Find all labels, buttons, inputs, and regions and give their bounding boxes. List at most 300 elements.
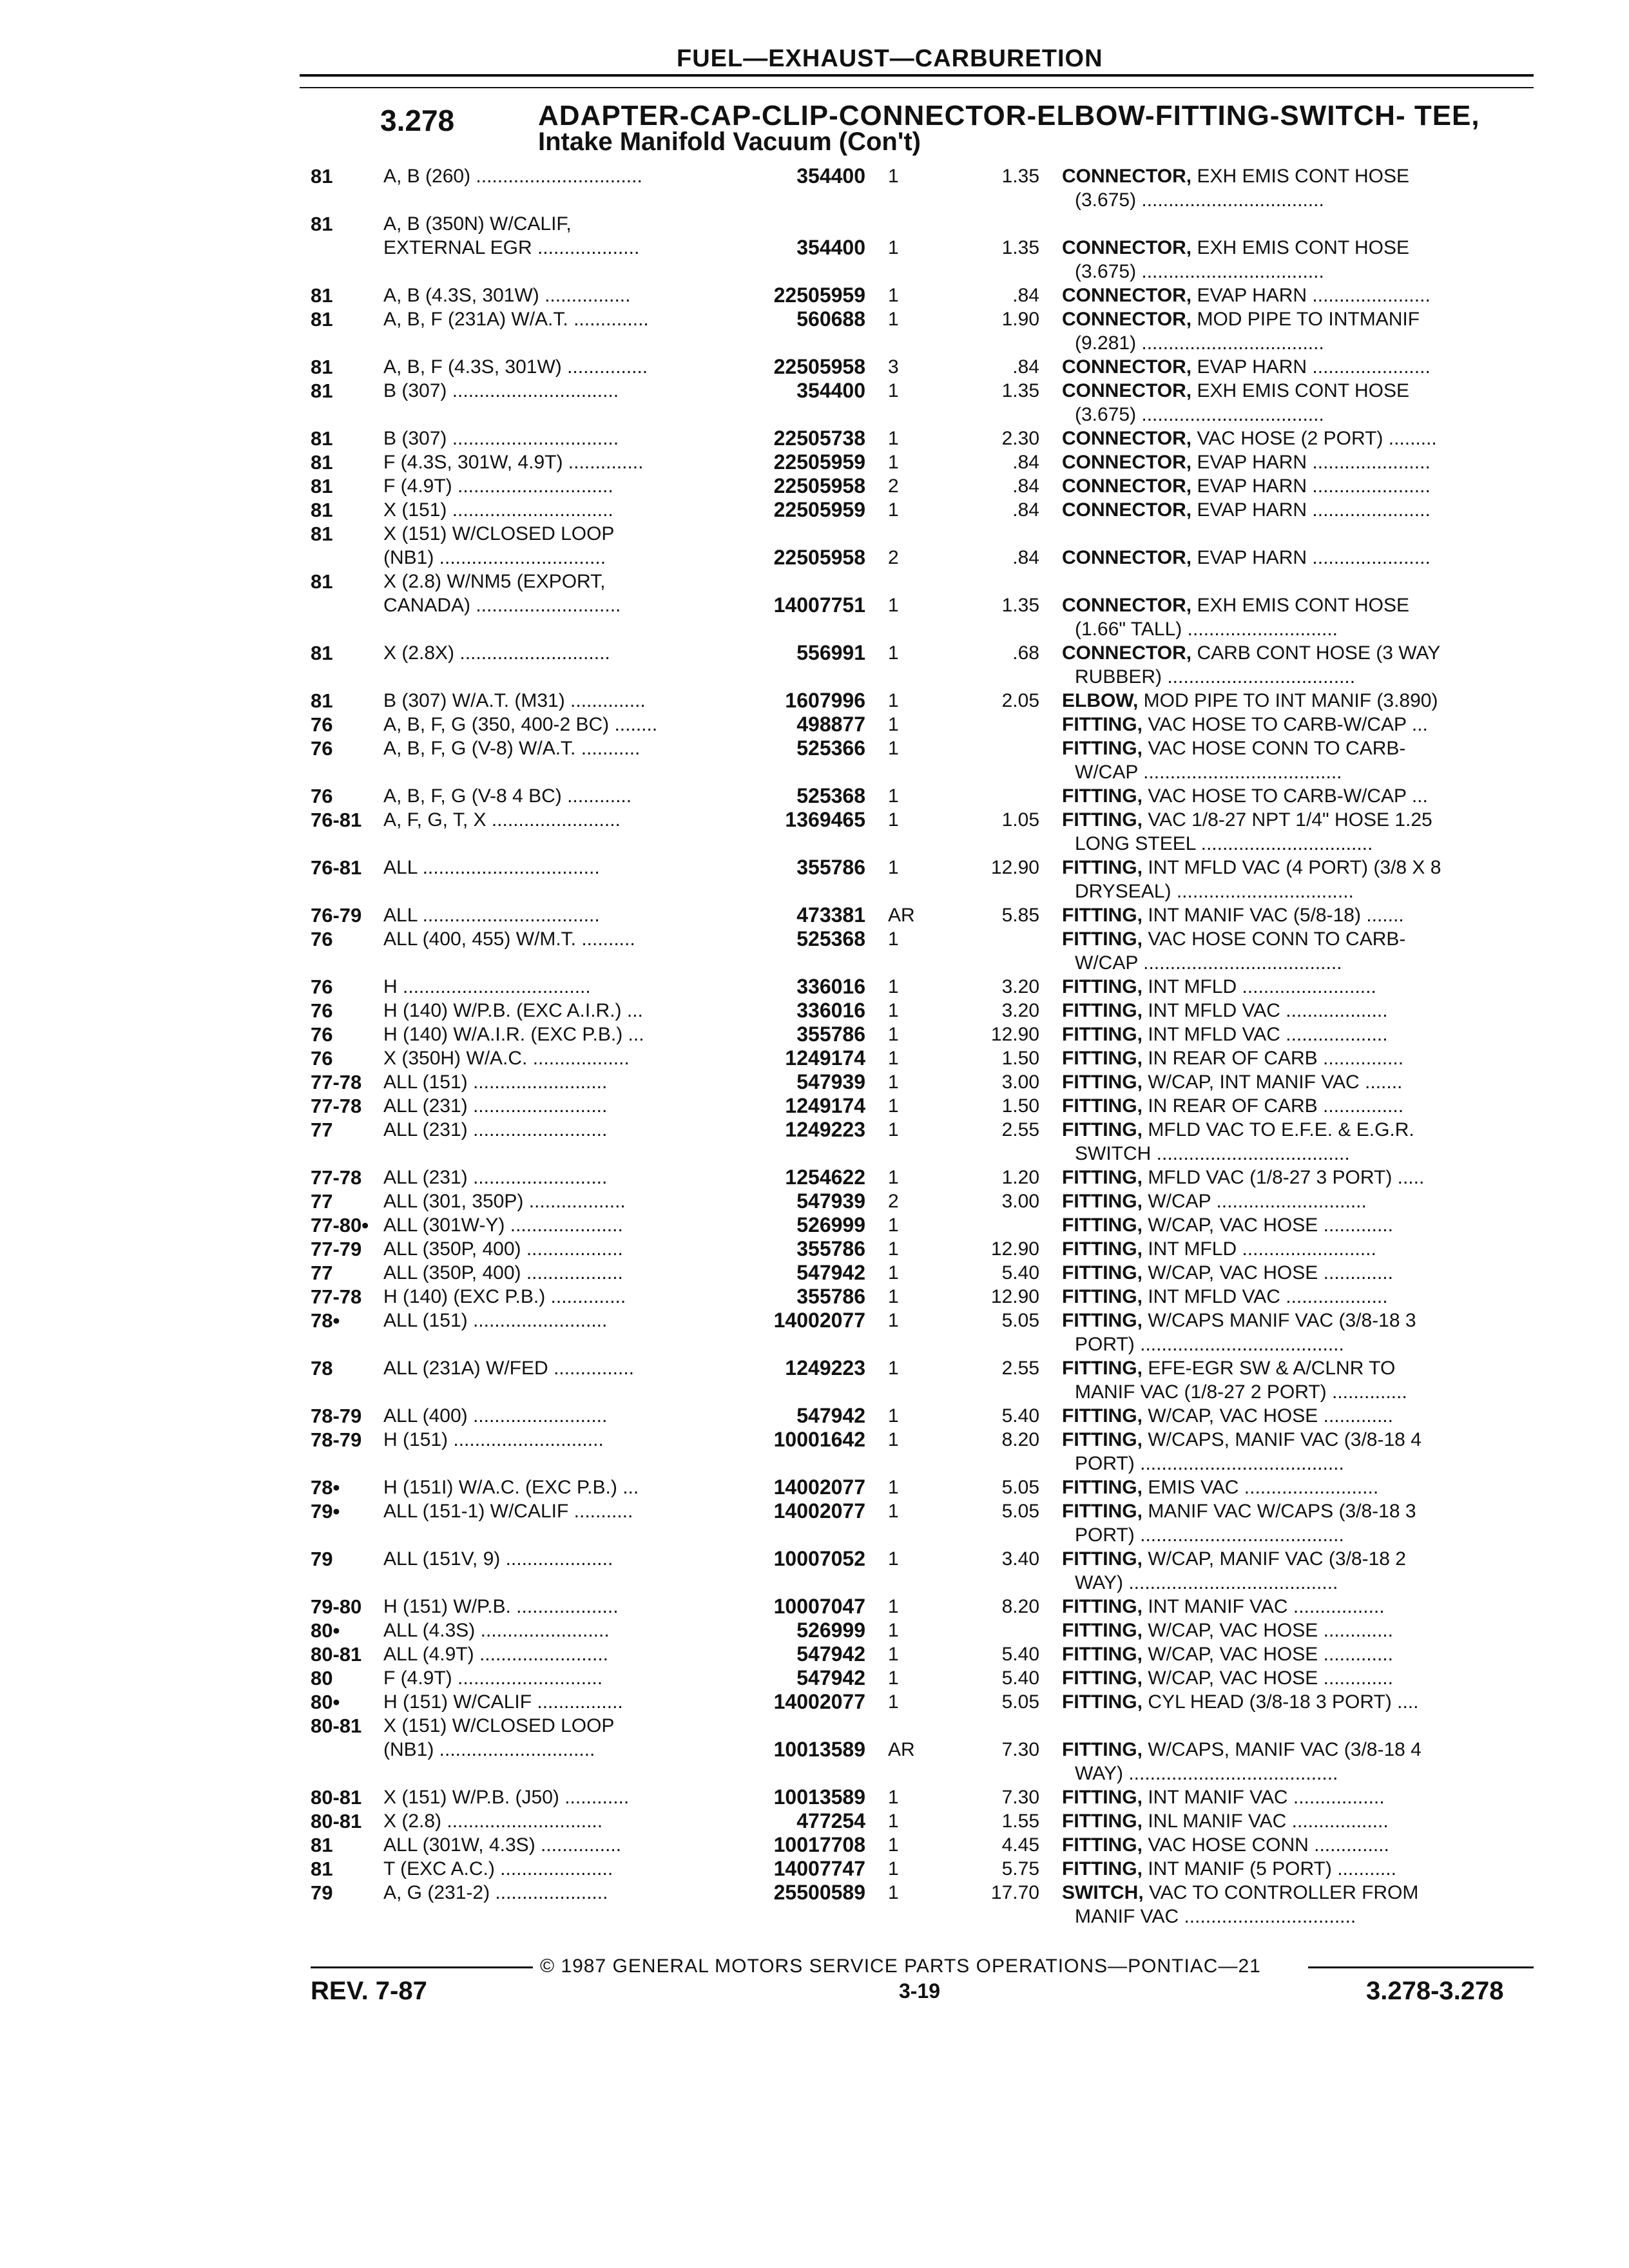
year-cell: 81 [311, 165, 333, 187]
price-cell: 12.90 [990, 857, 1039, 878]
year-cell: 80-81 [311, 1786, 362, 1809]
description-type: FITTING, [1062, 1501, 1142, 1522]
part-number-cell: 556991 [796, 641, 865, 664]
quantity-cell: 2 [888, 1191, 899, 1212]
description-cell [1062, 1118, 1526, 1142]
year-cell: 76 [311, 999, 333, 1022]
description-type: CONNECTOR, [1062, 166, 1192, 187]
part-number-cell: 22505958 [773, 546, 865, 569]
quantity-cell: 1 [888, 1238, 899, 1260]
quantity-cell: 1 [888, 1405, 899, 1427]
description-text: CARB CONT HOSE (3 WAY [1191, 642, 1441, 664]
quantity-cell: 1 [888, 1548, 899, 1570]
application-cell: A, B, F, G (V-8) W/A.T. ........... [383, 738, 641, 759]
quantity-cell: 1 [888, 1286, 899, 1307]
part-number-cell: 1249174 [785, 1046, 865, 1070]
description-cell [1062, 1619, 1526, 1642]
application-cell: ALL (4.3S) ........................ [383, 1620, 610, 1641]
page-header-title: FUEL—EXHAUST—CARBURETION [677, 45, 1103, 72]
description-text: W/CAP, VAC HOSE ............. [1142, 1215, 1393, 1236]
section-range: 3.278-3.278 [1366, 1977, 1504, 2005]
part-number-cell: 354400 [796, 379, 865, 402]
description-cell [1062, 808, 1526, 832]
part-number-cell: 22505958 [773, 355, 865, 378]
part-number-cell: 525366 [796, 736, 865, 760]
part-number-cell: 547942 [796, 1261, 865, 1284]
year-cell: 78-79 [311, 1428, 362, 1451]
description-continuation: MANIF VAC ................................ [1075, 1906, 1356, 1927]
year-cell: 78• [311, 1309, 340, 1332]
description-text: EVAP HARN ...................... [1191, 356, 1431, 378]
footer-rule-right [1308, 1966, 1534, 1968]
application-cell: ALL (301W, 4.3S) ............... [383, 1834, 622, 1856]
application-cell: ALL ................................. [383, 857, 600, 878]
quantity-cell: 1 [888, 1024, 899, 1045]
description-text: EVAP HARN ...................... [1191, 285, 1431, 306]
price-cell: .84 [1012, 356, 1039, 378]
application-cell: ALL (400, 455) W/M.T. .......... [383, 928, 635, 950]
description-type: FITTING, [1062, 928, 1142, 950]
price-cell: 2.55 [1001, 1358, 1039, 1379]
application-cell: H (140) W/A.I.R. (EXC P.B.) ... [383, 1024, 644, 1045]
quantity-cell: 1 [888, 642, 899, 664]
part-number-cell: 560688 [796, 307, 865, 331]
quantity-cell: 1 [888, 1858, 899, 1879]
description-continuation: WAY) ....................................... [1075, 1763, 1338, 1784]
description-type: FITTING, [1062, 1429, 1142, 1450]
footer-rule-left [311, 1966, 533, 1968]
application-cell: X (350H) W/A.C. .................. [383, 1048, 630, 1069]
year-cell: 81 [311, 642, 333, 664]
description-text: W/CAPS MANIF VAC (3/8-18 3 [1142, 1310, 1416, 1331]
price-cell: 3.00 [1001, 1072, 1039, 1093]
price-cell: 1.35 [1001, 166, 1039, 187]
application-cell: (NB1) ............................... [383, 547, 606, 568]
description-text: W/CAP, VAC HOSE ............. [1142, 1644, 1393, 1665]
description-text: VAC TO CONTROLLER FROM [1143, 1882, 1419, 1903]
description-text: INL MANIF VAC .................. [1142, 1811, 1389, 1832]
description-type: FITTING, [1062, 1596, 1142, 1617]
description-text: EXH EMIS CONT HOSE [1191, 166, 1409, 187]
part-number-cell: 1369465 [785, 808, 865, 831]
price-cell: 12.90 [990, 1286, 1039, 1307]
part-number-cell: 477254 [796, 1809, 865, 1832]
description-text: IN REAR OF CARB ............... [1142, 1095, 1404, 1117]
application-cell: ALL (231) ......................... [383, 1095, 608, 1117]
year-cell: 79 [311, 1881, 333, 1904]
description-text: MFLD VAC TO E.F.E. & E.G.R. [1142, 1119, 1414, 1140]
year-cell: 81 [311, 570, 333, 593]
description-type: CONNECTOR, [1062, 428, 1192, 449]
price-cell: 8.20 [1001, 1429, 1039, 1450]
description-cell [1062, 1499, 1526, 1523]
description-cell [1062, 903, 1526, 927]
description-type: FITTING, [1062, 1119, 1142, 1140]
description-type: FITTING, [1062, 1405, 1142, 1427]
description-text: IN REAR OF CARB ............... [1142, 1048, 1404, 1069]
quantity-cell: 1 [888, 1119, 899, 1140]
description-type: FITTING, [1062, 1167, 1142, 1188]
part-number-cell: 336016 [796, 975, 865, 998]
description-type: CONNECTOR, [1062, 237, 1192, 258]
quantity-cell: 1 [888, 1429, 899, 1450]
quantity-cell: 1 [888, 809, 899, 831]
description-text: EFE-EGR SW & A/CLNR TO [1142, 1358, 1396, 1379]
quantity-cell: 2 [888, 547, 899, 568]
part-number-cell: 14007747 [773, 1857, 865, 1880]
quantity-cell: 1 [888, 1167, 899, 1188]
application-cell: A, B (4.3S, 301W) ................ [383, 285, 631, 306]
description-cell [1062, 1213, 1526, 1237]
application-cell: H (151) W/CALIF ................ [383, 1691, 623, 1713]
description-type: FITTING, [1062, 1191, 1142, 1212]
part-number-cell: 14002077 [773, 1475, 865, 1499]
quantity-cell: 1 [888, 1834, 899, 1856]
quantity-cell: 1 [888, 1811, 899, 1832]
year-cell: 80• [311, 1619, 340, 1642]
description-type: FITTING, [1062, 1048, 1142, 1069]
quantity-cell: 1 [888, 237, 899, 258]
description-text: CYL HEAD (3/8-18 3 PORT) .... [1142, 1691, 1419, 1713]
description-cell [1062, 1428, 1526, 1452]
description-cell [1062, 784, 1526, 808]
quantity-cell: 1 [888, 1262, 899, 1283]
quantity-cell: 1 [888, 1477, 899, 1498]
description-text: VAC HOSE TO CARB-W/CAP ... [1142, 714, 1428, 735]
description-type: SWITCH, [1062, 1882, 1144, 1903]
description-cell [1062, 1857, 1526, 1881]
description-text: MOD PIPE TO INT MANIF (3.890) [1138, 690, 1438, 711]
description-type: FITTING, [1062, 738, 1142, 759]
description-type: CONNECTOR, [1062, 547, 1192, 568]
price-cell: 1.35 [1001, 380, 1039, 401]
application-cell: ALL (231) ......................... [383, 1167, 608, 1188]
price-cell: 3.40 [1001, 1548, 1039, 1570]
description-type: FITTING, [1062, 1286, 1142, 1307]
part-number-cell: 25500589 [773, 1881, 865, 1904]
description-text: INT MFLD VAC ................... [1142, 1024, 1388, 1045]
description-type: FITTING, [1062, 1811, 1142, 1832]
description-type: FITTING, [1062, 1095, 1142, 1117]
description-text: W/CAPS, MANIF VAC (3/8-18 4 [1142, 1739, 1422, 1760]
year-cell: 77-78 [311, 1166, 362, 1189]
part-number-cell: 10001642 [773, 1428, 865, 1451]
description-text: EXH EMIS CONT HOSE [1191, 380, 1409, 401]
year-cell: 81 [311, 284, 333, 307]
application-cell: CANADA) ........................... [383, 595, 621, 616]
quantity-cell: 1 [888, 1095, 899, 1117]
part-number-cell: 547942 [796, 1642, 865, 1666]
description-text: VAC HOSE CONN TO CARB- [1142, 738, 1406, 759]
description-cell [1062, 1785, 1526, 1809]
application-cell: H (151I) W/A.C. (EXC P.B.) ... [383, 1477, 639, 1498]
part-number-cell: 354400 [796, 164, 865, 187]
quantity-cell: 1 [888, 1787, 899, 1808]
year-cell: 76 [311, 713, 333, 736]
description-type: CONNECTOR, [1062, 285, 1192, 306]
description-cell [1062, 1356, 1526, 1380]
description-cell [1062, 1094, 1526, 1118]
description-cell [1062, 1833, 1526, 1857]
description-type: FITTING, [1062, 1358, 1142, 1379]
quantity-cell: 1 [888, 285, 899, 306]
description-cell [1062, 1189, 1526, 1213]
description-type: CONNECTOR, [1062, 499, 1192, 521]
quantity-cell: 1 [888, 1358, 899, 1379]
year-cell: 76 [311, 928, 333, 950]
description-text: W/CAPS, MANIF VAC (3/8-18 4 [1142, 1429, 1422, 1450]
price-cell: 1.05 [1001, 809, 1039, 831]
description-type: FITTING, [1062, 976, 1142, 997]
year-cell: 80-81 [311, 1643, 362, 1666]
price-cell: 17.70 [990, 1882, 1039, 1903]
price-cell: 1.20 [1001, 1167, 1039, 1188]
year-cell: 80-81 [311, 1810, 362, 1832]
description-text: INT MFLD ......................... [1142, 1238, 1376, 1260]
description-text: W/CAP, INT MANIF VAC ....... [1142, 1072, 1403, 1093]
quantity-cell: 1 [888, 1310, 899, 1331]
description-cell [1062, 1475, 1526, 1499]
quantity-cell: AR [888, 905, 915, 926]
quantity-cell: 1 [888, 380, 899, 401]
description-continuation: W/CAP ..................................... [1075, 762, 1342, 783]
year-cell: 81 [311, 1834, 333, 1856]
price-cell: 1.90 [1001, 309, 1039, 330]
part-number-cell: 14002077 [773, 1690, 865, 1713]
application-cell: A, B, F, G (350, 400-2 BC) ........ [383, 714, 658, 735]
year-cell: 76 [311, 737, 333, 760]
year-cell: 79-80 [311, 1595, 362, 1618]
quantity-cell: 1 [888, 714, 899, 735]
part-number-cell: 1249174 [785, 1094, 865, 1117]
part-number-cell: 14002077 [773, 1309, 865, 1332]
description-type: FITTING, [1062, 1024, 1142, 1045]
quantity-cell: 1 [888, 595, 899, 616]
part-number-cell: 1607996 [785, 689, 865, 712]
description-type: CONNECTOR, [1062, 309, 1192, 330]
description-continuation: PORT) ...................................... [1075, 1453, 1344, 1474]
description-text: INT MFLD VAC (4 PORT) (3/8 X 8 [1142, 857, 1441, 878]
price-cell: .84 [1012, 499, 1039, 521]
quantity-cell: 1 [888, 428, 899, 449]
description-type: FITTING, [1062, 1262, 1142, 1283]
year-cell: 81 [311, 523, 333, 545]
application-cell: ALL (4.9T) ........................ [383, 1644, 608, 1665]
year-cell: 77 [311, 1190, 333, 1213]
quantity-cell: 1 [888, 1215, 899, 1236]
description-cell [1062, 284, 1526, 307]
part-number-cell: 14002077 [773, 1499, 865, 1523]
application-cell: B (307) W/A.T. (M31) .............. [383, 690, 646, 711]
year-cell: 76-81 [311, 809, 362, 831]
year-cell: 76-81 [311, 856, 362, 879]
description-text: W/CAP, VAC HOSE ............. [1142, 1262, 1393, 1283]
quantity-cell: 1 [888, 1048, 899, 1069]
description-text: INT MFLD VAC ................... [1142, 1286, 1388, 1307]
description-cell [1062, 1547, 1526, 1571]
description-cell [1062, 1261, 1526, 1285]
description-cell [1062, 1809, 1526, 1833]
description-cell [1062, 856, 1526, 879]
description-text: INT MFLD ......................... [1142, 976, 1376, 997]
description-type: FITTING, [1062, 714, 1142, 735]
description-continuation: WAY) ....................................... [1075, 1572, 1338, 1593]
description-cell [1062, 713, 1526, 736]
application-cell: (NB1) ............................. [383, 1739, 595, 1760]
quantity-cell: 1 [888, 690, 899, 711]
year-cell: 78• [311, 1476, 340, 1499]
description-continuation: (3.675) .................................. [1075, 404, 1324, 425]
application-cell: EXTERNAL EGR ................... [383, 237, 640, 258]
year-cell: 77-78 [311, 1095, 362, 1117]
quantity-cell: 1 [888, 1667, 899, 1689]
description-cell [1062, 1237, 1526, 1261]
part-number-cell: 22505959 [773, 450, 865, 474]
description-type: CONNECTOR, [1062, 642, 1192, 664]
part-number-cell: 22505958 [773, 474, 865, 497]
year-cell: 76 [311, 975, 333, 998]
quantity-cell: 1 [888, 1882, 899, 1903]
price-cell: 12.90 [990, 1238, 1039, 1260]
description-text: EXH EMIS CONT HOSE [1191, 595, 1409, 616]
description-cell [1062, 927, 1526, 951]
description-text: INT MANIF VAC (5/8-18) ....... [1142, 905, 1404, 926]
price-cell: 1.50 [1001, 1095, 1039, 1117]
description-type: CONNECTOR, [1062, 380, 1192, 401]
application-cell: X (151) .............................. [383, 499, 613, 521]
description-type: FITTING, [1062, 1667, 1142, 1689]
quantity-cell: 1 [888, 309, 899, 330]
quantity-cell: 1 [888, 452, 899, 473]
description-cell [1062, 164, 1526, 188]
description-type: FITTING, [1062, 1620, 1142, 1641]
part-number-cell: 10013589 [773, 1738, 865, 1761]
price-cell: 1.55 [1001, 1811, 1039, 1832]
year-cell: 81 [311, 427, 333, 450]
price-cell: 3.20 [1001, 1000, 1039, 1021]
description-cell [1062, 1309, 1526, 1332]
quantity-cell: 1 [888, 1644, 899, 1665]
application-cell: X (151) W/CLOSED LOOP [383, 523, 615, 544]
application-cell: ALL (231) ......................... [383, 1119, 608, 1140]
year-cell: 77 [311, 1262, 333, 1284]
application-cell: H (140) W/P.B. (EXC A.I.R.) ... [383, 1000, 643, 1021]
quantity-cell: 1 [888, 1596, 899, 1617]
part-number-cell: 526999 [796, 1213, 865, 1236]
year-cell: 77-80• [311, 1214, 369, 1236]
description-cell [1062, 1285, 1526, 1309]
price-cell: 5.05 [1001, 1691, 1039, 1713]
application-cell: X (2.8X) ............................ [383, 642, 610, 664]
description-type: FITTING, [1062, 1644, 1142, 1665]
description-text: VAC 1/8-27 NPT 1/4" HOSE 1.25 [1142, 809, 1432, 831]
price-cell: 7.30 [1001, 1787, 1039, 1808]
part-number-cell: 547939 [796, 1070, 865, 1093]
application-cell: A, G (231-2) ..................... [383, 1882, 608, 1903]
part-number-cell: 355786 [796, 1285, 865, 1308]
application-cell: ALL (350P, 400) .................. [383, 1238, 623, 1260]
year-cell: 81 [311, 1858, 333, 1880]
description-text: EVAP HARN ...................... [1191, 547, 1431, 568]
description-continuation: RUBBER) ................................... [1075, 666, 1356, 687]
year-cell: 81 [311, 356, 333, 378]
part-number-cell: 547939 [796, 1189, 865, 1213]
year-cell: 81 [311, 213, 333, 235]
quantity-cell: 1 [888, 785, 899, 807]
description-continuation: (3.675) .................................. [1075, 189, 1324, 211]
part-number-cell: 10007047 [773, 1595, 865, 1618]
description-continuation: (1.66" TALL) ............................ [1075, 619, 1338, 640]
application-cell: ALL (151-1) W/CALIF ........... [383, 1501, 633, 1522]
application-cell: F (4.9T) ........................... [383, 1667, 603, 1689]
price-cell: 5.75 [1001, 1858, 1039, 1879]
description-text: EMIS VAC ......................... [1142, 1477, 1379, 1498]
quantity-cell: AR [888, 1739, 915, 1760]
description-type: FITTING, [1062, 1215, 1142, 1236]
description-cell [1062, 355, 1526, 379]
application-cell: H (140) (EXC P.B.) .............. [383, 1286, 626, 1307]
application-cell: B (307) ............................... [383, 428, 619, 449]
year-cell: 78-79 [311, 1405, 362, 1427]
description-continuation: PORT) ...................................... [1075, 1334, 1344, 1355]
application-cell: ALL (151V, 9) .................... [383, 1548, 613, 1570]
description-cell [1062, 498, 1526, 522]
description-type: ELBOW, [1062, 690, 1139, 711]
price-cell: 5.05 [1001, 1477, 1039, 1498]
description-text: VAC HOSE (2 PORT) ......... [1191, 428, 1437, 449]
description-type: FITTING, [1062, 905, 1142, 926]
description-text: INT MANIF VAC ................. [1142, 1596, 1385, 1617]
year-cell: 76 [311, 785, 333, 807]
description-type: FITTING, [1062, 1739, 1142, 1760]
application-cell: X (2.8) W/NM5 (EXPORT, [383, 571, 606, 592]
price-cell: 2.30 [1001, 428, 1039, 449]
price-cell: 8.20 [1001, 1596, 1039, 1617]
quantity-cell: 1 [888, 1620, 899, 1641]
description-continuation: (3.675) .................................. [1075, 261, 1324, 282]
price-cell: 5.40 [1001, 1644, 1039, 1665]
part-number-cell: 525368 [796, 927, 865, 950]
description-cell [1062, 1738, 1526, 1762]
year-cell: 76 [311, 1047, 333, 1070]
year-cell: 80 [311, 1667, 333, 1689]
application-cell: X (2.8) ............................. [383, 1811, 603, 1832]
description-text: W/CAP, VAC HOSE ............. [1142, 1620, 1393, 1641]
description-text: INT MFLD VAC ................... [1142, 1000, 1388, 1021]
description-text: INT MANIF (5 PORT) ........... [1142, 1858, 1396, 1879]
application-cell: ALL (151) ......................... [383, 1072, 608, 1093]
year-cell: 77-78 [311, 1285, 362, 1308]
description-text: MOD PIPE TO INTMANIF [1191, 309, 1420, 330]
description-type: FITTING, [1062, 809, 1142, 831]
year-cell: 81 [311, 689, 333, 712]
application-cell: ALL (151) ......................... [383, 1310, 608, 1331]
part-number-cell: 355786 [796, 856, 865, 879]
quantity-cell: 1 [888, 928, 899, 950]
description-type: FITTING, [1062, 857, 1142, 878]
part-number-cell: 355786 [796, 1237, 865, 1260]
application-cell: H ................................... [383, 976, 591, 997]
description-text: INT MANIF VAC ................. [1142, 1787, 1385, 1808]
part-number-cell: 1254622 [785, 1166, 865, 1189]
description-type: FITTING, [1062, 1691, 1142, 1713]
section-subtitle: Intake Manifold Vacuum (Con't) [538, 128, 921, 156]
application-cell: A, B, F, G (V-8 4 BC) ............ [383, 785, 632, 807]
price-cell: .84 [1012, 452, 1039, 473]
revision-label: REV. 7-87 [311, 1977, 427, 2005]
description-text: VAC HOSE CONN .............. [1142, 1834, 1389, 1856]
price-cell: 2.05 [1001, 690, 1039, 711]
